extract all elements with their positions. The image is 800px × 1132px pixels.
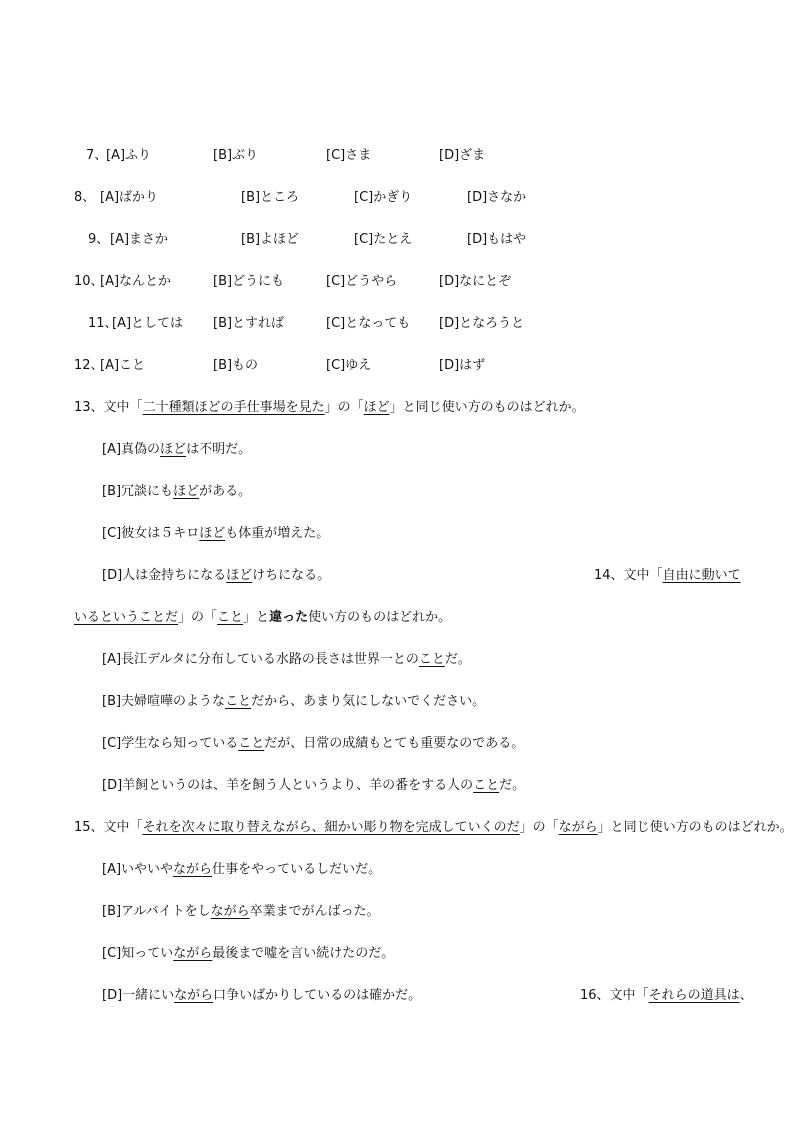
option-text: [D]一緒にい bbox=[102, 988, 175, 1003]
question-14-stem-start bbox=[594, 567, 741, 585]
option-b: [B]とすれば bbox=[213, 316, 285, 331]
option-text: [B]夫婦喧嘩のような bbox=[102, 694, 226, 709]
option-text: だ。 bbox=[499, 778, 526, 793]
question-number: 10、 bbox=[74, 274, 104, 289]
question-15-stem bbox=[74, 819, 793, 837]
stem-text: 」と同じ使い方のものはどれか。 bbox=[597, 820, 793, 835]
q13-option-d bbox=[102, 567, 330, 585]
option-text: は不明だ。 bbox=[186, 442, 252, 457]
underlined-word: ほど bbox=[160, 442, 187, 457]
underlined-word: こと bbox=[418, 652, 445, 667]
q15-option-c bbox=[102, 945, 394, 963]
underlined-word: こと bbox=[225, 694, 252, 709]
underlined-word: ながら bbox=[173, 946, 213, 961]
option-b: [B]もの bbox=[213, 358, 259, 373]
stem-text: 、 bbox=[739, 988, 753, 1003]
question-number: 16、 bbox=[580, 988, 610, 1003]
option-d: [D]ざま bbox=[439, 148, 486, 163]
option-text: [C]知ってい bbox=[102, 946, 174, 961]
stem-text: 文中「 bbox=[103, 400, 143, 415]
target-word: ながら bbox=[558, 820, 598, 835]
question-number: 11、 bbox=[88, 316, 118, 331]
quoted-phrase: それらの道具は bbox=[648, 988, 740, 1003]
underlined-word: ほど bbox=[226, 568, 253, 583]
option-c: [C]となっても bbox=[326, 316, 411, 331]
underlined-word: ほど bbox=[173, 484, 200, 499]
question-number: 8、 bbox=[74, 190, 96, 205]
option-text: [A]いやいや bbox=[102, 862, 174, 877]
option-text: だが、日常の成績もとても重要なのである。 bbox=[264, 736, 525, 751]
question-number: 9、 bbox=[88, 232, 110, 247]
underlined-word: ほど bbox=[199, 526, 226, 541]
stem-text: 」と同じ使い方のものはどれか。 bbox=[389, 400, 585, 415]
option-text: [D]人は金持ちになる bbox=[102, 568, 227, 583]
option-text: だ。 bbox=[444, 652, 471, 667]
option-text: けちになる。 bbox=[252, 568, 331, 583]
q14-option-c bbox=[102, 735, 524, 753]
option-c: [C]たとえ bbox=[354, 232, 413, 247]
q13-option-b bbox=[102, 483, 251, 501]
option-text: 卒業までがんばった。 bbox=[249, 904, 380, 919]
option-a: [A]ふり bbox=[106, 148, 152, 163]
q14-option-d bbox=[102, 777, 525, 795]
option-d: [D]もはや bbox=[467, 232, 527, 247]
option-d: [D]さなか bbox=[467, 190, 527, 205]
option-b: [B]よほど bbox=[241, 232, 300, 247]
q14-option-b bbox=[102, 693, 485, 711]
option-c: [C]かぎり bbox=[354, 190, 413, 205]
question-16-stem-start bbox=[580, 987, 753, 1005]
option-b: [B]どうにも bbox=[213, 274, 285, 289]
q13-option-c bbox=[102, 525, 329, 543]
stem-text: 」の「 bbox=[519, 820, 559, 835]
question-number: 7、 bbox=[86, 148, 108, 163]
option-text: だから、あまり気にしないでください。 bbox=[251, 694, 486, 709]
option-b: [B]ぶり bbox=[213, 148, 259, 163]
option-d: [D]となろうと bbox=[439, 316, 525, 331]
option-a: [A]ばかり bbox=[100, 190, 159, 205]
emphasis-word: 違った bbox=[269, 610, 309, 625]
stem-text: 」と bbox=[243, 610, 270, 625]
option-text: [B]冗談にも bbox=[102, 484, 174, 499]
option-text: [C]彼女は５キロ bbox=[102, 526, 200, 541]
q15-option-b bbox=[102, 903, 380, 921]
stem-text: 」の「 bbox=[324, 400, 364, 415]
stem-text: 文中「 bbox=[103, 820, 143, 835]
option-text: [A]長江デルタに分布している水路の長さは世界一との bbox=[102, 652, 419, 667]
option-text: [A]真偽の bbox=[102, 442, 161, 457]
target-word: ほど bbox=[363, 400, 390, 415]
option-c: [C]どうやら bbox=[326, 274, 398, 289]
question-13-stem bbox=[74, 399, 585, 417]
quoted-phrase: いるということだ bbox=[74, 610, 179, 625]
question-number: 15、 bbox=[74, 820, 104, 835]
question-number: 13、 bbox=[74, 400, 104, 415]
quoted-phrase: 自由に動いて bbox=[662, 568, 741, 583]
option-a: [A]としては bbox=[112, 316, 184, 331]
underlined-word: ながら bbox=[173, 862, 213, 877]
question-number: 12、 bbox=[74, 358, 104, 373]
quoted-phrase: 二十種類ほどの手仕事場を見た bbox=[142, 400, 325, 415]
target-word: こと bbox=[217, 610, 244, 625]
option-a: [A]こと bbox=[100, 358, 146, 373]
option-text: [C]学生なら知っている bbox=[102, 736, 239, 751]
stem-text: 」の「 bbox=[178, 610, 218, 625]
q15-option-a bbox=[102, 861, 381, 879]
q14-option-a bbox=[102, 651, 471, 669]
quoted-phrase: それを次々に取り替えながら、細かい彫り物を完成していくのだ bbox=[142, 820, 520, 835]
option-text: 口争いばかりしているのは確かだ。 bbox=[213, 988, 422, 1003]
question-number: 14、 bbox=[594, 568, 624, 583]
option-text: がある。 bbox=[199, 484, 252, 499]
option-a: [A]なんとか bbox=[100, 274, 172, 289]
option-text: [B]アルバイトをし bbox=[102, 904, 211, 919]
stem-text: 文中「 bbox=[623, 568, 663, 583]
option-text: 最後まで嘘を言い続けたのだ。 bbox=[212, 946, 395, 961]
option-text: も体重が増えた。 bbox=[225, 526, 330, 541]
q15-option-d bbox=[102, 987, 421, 1005]
option-d: [D]はず bbox=[439, 358, 486, 373]
option-d: [D]なにとぞ bbox=[439, 274, 512, 289]
stem-text: 文中「 bbox=[609, 988, 649, 1003]
option-c: [C]ゆえ bbox=[326, 358, 372, 373]
stem-text: 使い方のものはどれか。 bbox=[308, 610, 452, 625]
underlined-word: こと bbox=[473, 778, 500, 793]
question-14-stem-cont bbox=[74, 609, 451, 627]
option-c: [C]さま bbox=[326, 148, 372, 163]
underlined-word: ながら bbox=[174, 988, 214, 1003]
option-text: 仕事をやっているしだいだ。 bbox=[212, 862, 382, 877]
option-b: [B]ところ bbox=[241, 190, 300, 205]
option-a: [A]まさか bbox=[110, 232, 169, 247]
q13-option-a bbox=[102, 441, 251, 459]
underlined-word: こと bbox=[238, 736, 265, 751]
underlined-word: ながら bbox=[210, 904, 250, 919]
option-text: [D]羊飼というのは、羊を飼う人というより、羊の番をする人の bbox=[102, 778, 474, 793]
